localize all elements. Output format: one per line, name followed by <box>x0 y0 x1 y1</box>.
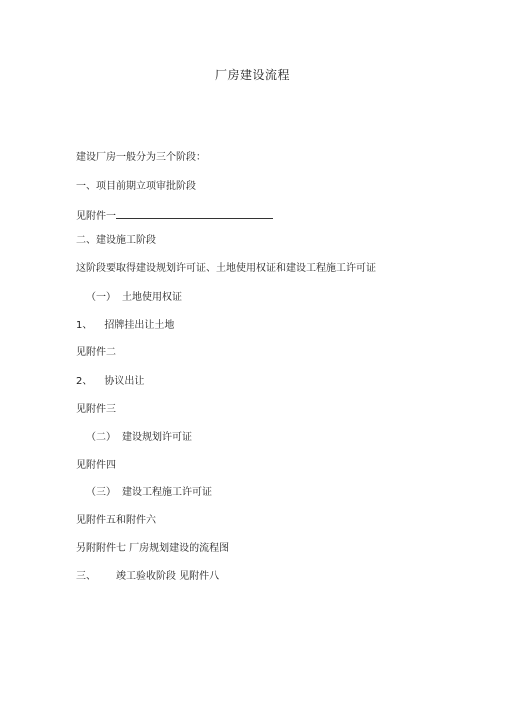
stage-2-description: 这阶段要取得建设规划许可证、土地使用权证和建设工程施工许可证 <box>76 263 376 274</box>
stage-1-appendix-text: 见附件一 <box>76 211 116 222</box>
sub-section-2 <box>86 431 192 445</box>
sub-section-2-text: 建设规划许可证 <box>122 432 192 443</box>
blank-underline <box>116 207 273 219</box>
stage-1-appendix-line <box>76 207 273 224</box>
item-1 <box>76 319 174 333</box>
item-2-number: 2、 <box>76 376 93 387</box>
item-2 <box>76 375 144 389</box>
item-1-appendix: 见附件二 <box>76 347 116 358</box>
sub-section-3-appendix: 见附件五和附件六 <box>76 515 156 526</box>
stage-2-heading: 二、建设施工阶段 <box>76 235 156 246</box>
intro-line: 建设厂房一般分为三个阶段： <box>76 152 206 163</box>
sub-section-2-appendix: 见附件四 <box>76 460 116 471</box>
sub-section-3 <box>86 486 212 500</box>
sub-section-1-text: 土地使用权证 <box>122 292 182 303</box>
sub-section-3-number: （三） <box>86 487 116 498</box>
stage-3-number: 三、 <box>76 571 96 582</box>
stage-3-heading <box>76 570 219 584</box>
sub-section-2-number: （二） <box>86 432 116 443</box>
sub-section-1 <box>86 291 182 305</box>
sub-section-3-text: 建设工程施工许可证 <box>122 487 212 498</box>
sub-section-1-number: （一） <box>86 292 116 303</box>
document-title: 厂房建设流程 <box>214 68 290 82</box>
stage-3-text: 竣工验收阶段 见附件八 <box>116 571 220 582</box>
stage-1-heading: 一、项目前期立项审批阶段 <box>76 181 196 192</box>
item-2-appendix: 见附件三 <box>76 404 116 415</box>
item-1-number: 1、 <box>76 320 93 331</box>
extra-appendix-line: 另附附件七 厂房规划建设的流程图 <box>76 543 230 554</box>
item-1-text: 招牌挂出让土地 <box>104 320 175 331</box>
item-2-text: 协议出让 <box>104 376 145 387</box>
